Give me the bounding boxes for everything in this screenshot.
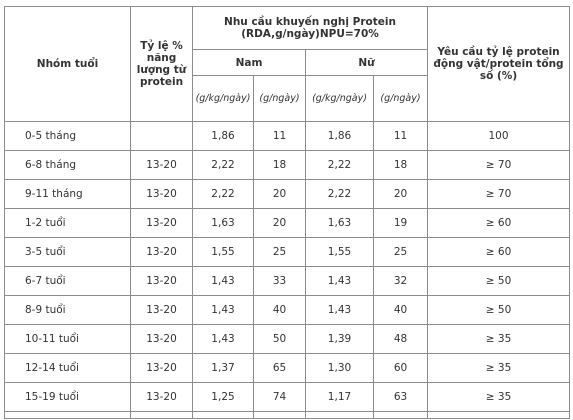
cell-age-group: 6-8 tháng (5, 151, 131, 180)
header-age-group: Nhóm tuổi (5, 7, 131, 122)
cell-empty (428, 412, 570, 419)
cell-female-g-day: 11 (374, 122, 428, 151)
cell-male-g-kg-day: 1,37 (193, 354, 254, 383)
table-row (5, 296, 570, 325)
cell-male-g-kg-day: 2,22 (193, 151, 254, 180)
cell-energy-percent: 13-20 (131, 325, 193, 354)
cell-age-group: 15-19 tuổi (5, 383, 131, 412)
table-row (5, 325, 570, 354)
cell-female-g-kg-day: 1,86 (306, 122, 374, 151)
cell-energy-percent: 13-20 (131, 296, 193, 325)
cell-energy-percent: 13-20 (131, 267, 193, 296)
cell-energy-percent: 13-20 (131, 209, 193, 238)
cell-energy-percent: 13-20 (131, 151, 193, 180)
cell-female-g-kg-day: 1,30 (306, 354, 374, 383)
cell-age-group: 8-9 tuổi (5, 296, 131, 325)
cell-male-g-day: 40 (254, 296, 306, 325)
cell-female-g-kg-day: 1,17 (306, 383, 374, 412)
unit-male-g-day: (g/ngày) (254, 76, 306, 122)
cell-male-g-kg-day: 1,63 (193, 209, 254, 238)
cell-male-g-day: 25 (254, 238, 306, 267)
cell-empty (193, 412, 254, 419)
cell-age-group: 1-2 tuổi (5, 209, 131, 238)
table-row-partial (5, 412, 570, 419)
table-row (5, 267, 570, 296)
cell-animal-protein-ratio: ≥ 70 (428, 180, 570, 209)
cell-female-g-day: 19 (374, 209, 428, 238)
header-energy-percent: Tỷ lệ % năng lượng từ protein (131, 7, 193, 122)
cell-female-g-day: 48 (374, 325, 428, 354)
cell-animal-protein-ratio: ≥ 60 (428, 209, 570, 238)
header-male: Nam (193, 50, 306, 76)
cell-animal-protein-ratio: ≥ 60 (428, 238, 570, 267)
cell-animal-protein-ratio: ≥ 35 (428, 354, 570, 383)
unit-female-g-day: (g/ngày) (374, 76, 428, 122)
cell-age-group: 12-14 tuổi (5, 354, 131, 383)
header-rda: Nhu cầu khuyến nghị Protein (RDA,g/ngày)NPU=70% (193, 7, 428, 50)
cell-age-group: 9-11 tháng (5, 180, 131, 209)
cell-age-group: 10-11 tuổi (5, 325, 131, 354)
unit-male-g-kg-day: (g/kg/ngày) (193, 76, 254, 122)
cell-male-g-day: 65 (254, 354, 306, 383)
unit-female-g-kg-day: (g/kg/ngày) (306, 76, 374, 122)
cell-energy-percent: 13-20 (131, 180, 193, 209)
cell-male-g-day: 11 (254, 122, 306, 151)
cell-female-g-day: 63 (374, 383, 428, 412)
cell-male-g-kg-day: 1,43 (193, 296, 254, 325)
cell-female-g-day: 25 (374, 238, 428, 267)
cell-age-group: 0-5 tháng (5, 122, 131, 151)
cell-male-g-day: 18 (254, 151, 306, 180)
header-animal-protein-ratio: Yêu cầu tỷ lệ protein động vật/protein tổng số (%) (428, 7, 570, 122)
table-row (5, 151, 570, 180)
header-female: Nữ (306, 50, 428, 76)
cell-male-g-day: 33 (254, 267, 306, 296)
cell-female-g-day: 18 (374, 151, 428, 180)
cell-animal-protein-ratio: ≥ 35 (428, 383, 570, 412)
cell-empty (306, 412, 374, 419)
cell-female-g-kg-day: 1,43 (306, 296, 374, 325)
cell-female-g-kg-day: 2,22 (306, 180, 374, 209)
cell-male-g-day: 50 (254, 325, 306, 354)
cell-animal-protein-ratio: ≥ 70 (428, 151, 570, 180)
cell-female-g-kg-day: 1,39 (306, 325, 374, 354)
cell-male-g-day: 74 (254, 383, 306, 412)
cell-male-g-kg-day: 1,86 (193, 122, 254, 151)
cell-empty (131, 412, 193, 419)
cell-male-g-kg-day: 2,22 (193, 180, 254, 209)
cell-energy-percent (131, 122, 193, 151)
cell-age-group: 6-7 tuổi (5, 267, 131, 296)
cell-female-g-kg-day: 2,22 (306, 151, 374, 180)
table-row (5, 180, 570, 209)
cell-female-g-day: 32 (374, 267, 428, 296)
cell-female-g-kg-day: 1,63 (306, 209, 374, 238)
table-row (5, 354, 570, 383)
cell-energy-percent: 13-20 (131, 354, 193, 383)
cell-animal-protein-ratio: 100 (428, 122, 570, 151)
cell-male-g-day: 20 (254, 180, 306, 209)
cell-energy-percent: 13-20 (131, 383, 193, 412)
table-row (5, 383, 570, 412)
cell-empty (254, 412, 306, 419)
cell-female-g-day: 20 (374, 180, 428, 209)
cell-animal-protein-ratio: ≥ 35 (428, 325, 570, 354)
cell-empty (5, 412, 131, 419)
cell-male-g-kg-day: 1,43 (193, 325, 254, 354)
cell-male-g-kg-day: 1,25 (193, 383, 254, 412)
cell-female-g-day: 60 (374, 354, 428, 383)
cell-female-g-kg-day: 1,43 (306, 267, 374, 296)
cell-male-g-kg-day: 1,55 (193, 238, 254, 267)
cell-energy-percent: 13-20 (131, 238, 193, 267)
cell-female-g-day: 40 (374, 296, 428, 325)
cell-male-g-day: 20 (254, 209, 306, 238)
cell-empty (374, 412, 428, 419)
cell-age-group: 3-5 tuổi (5, 238, 131, 267)
table-row (5, 209, 570, 238)
cell-animal-protein-ratio: ≥ 50 (428, 296, 570, 325)
cell-male-g-kg-day: 1,43 (193, 267, 254, 296)
table-row (5, 122, 570, 151)
protein-requirement-table (4, 6, 570, 419)
cell-female-g-kg-day: 1,55 (306, 238, 374, 267)
table-row (5, 238, 570, 267)
cell-animal-protein-ratio: ≥ 50 (428, 267, 570, 296)
